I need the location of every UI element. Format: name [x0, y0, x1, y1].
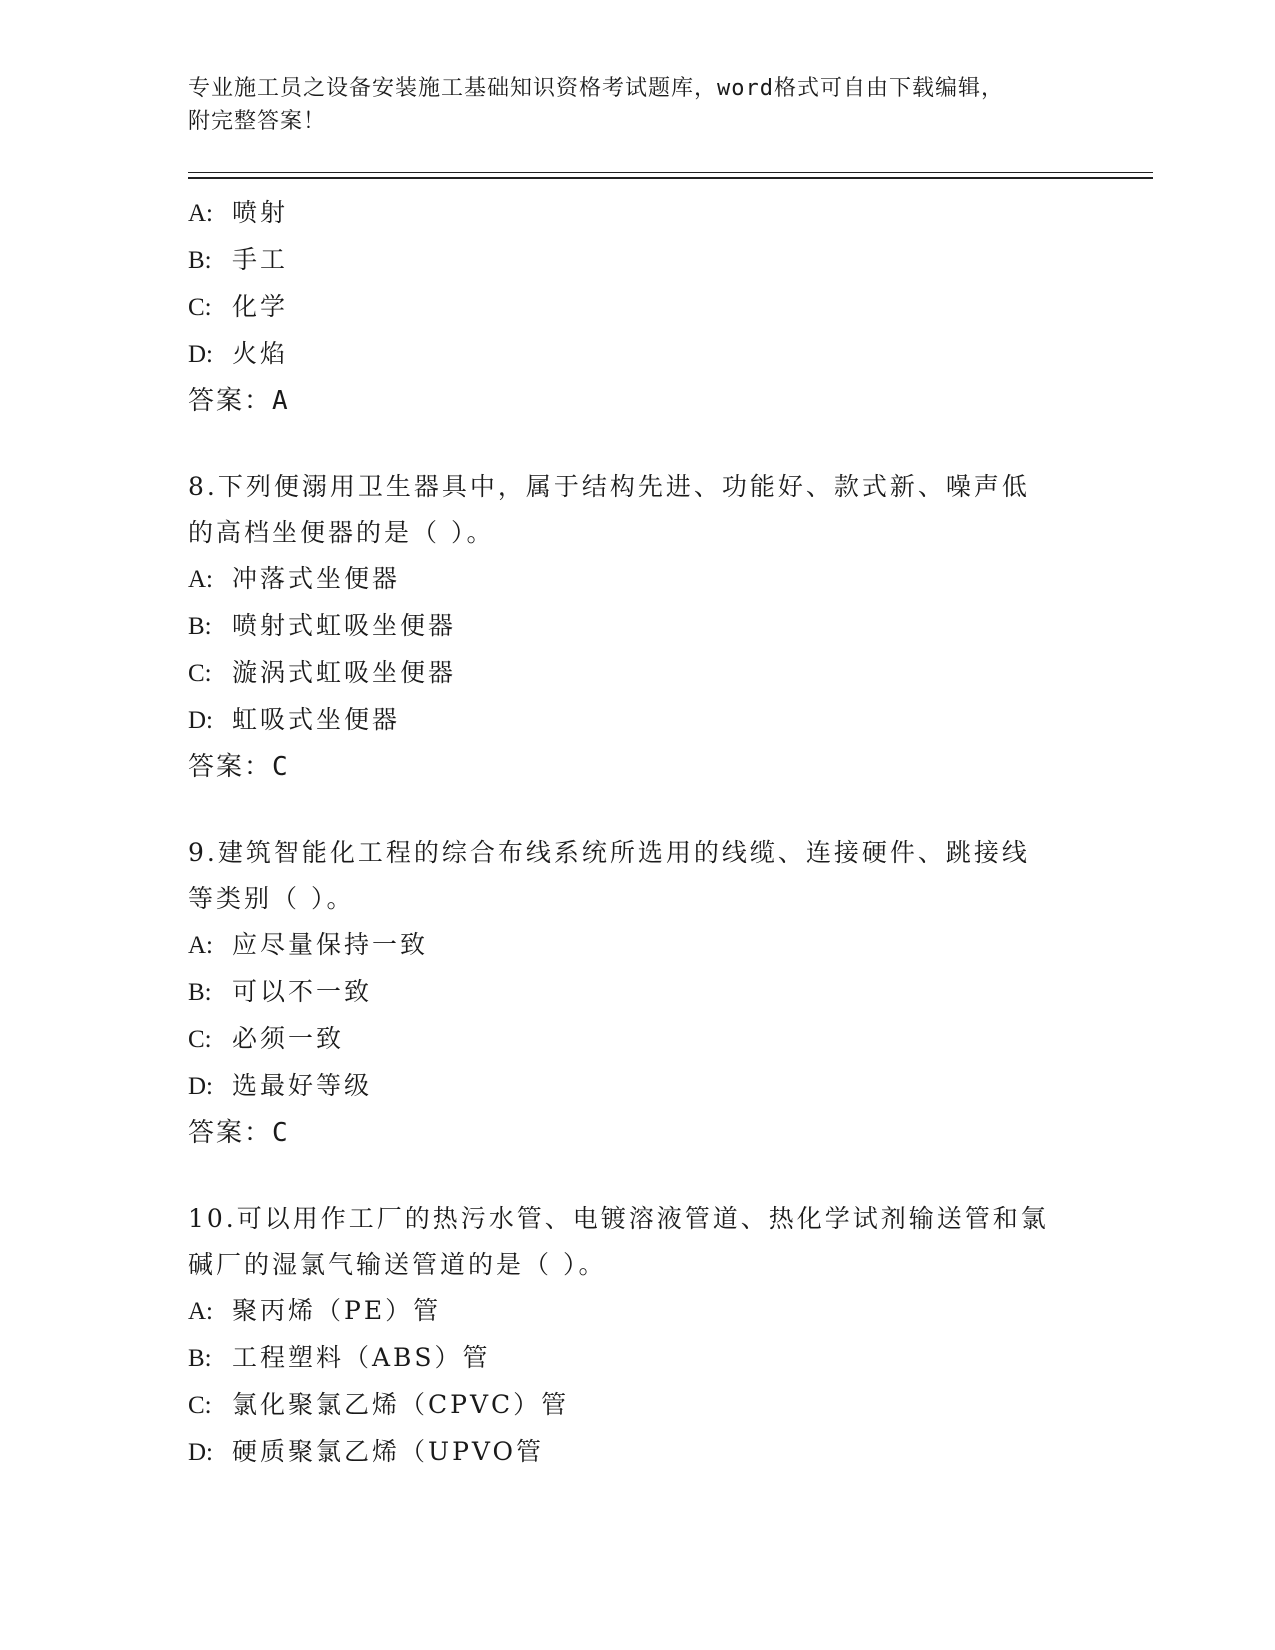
option-b — [188, 603, 1088, 650]
question-line-2: 等类别（ ）。 — [188, 884, 355, 913]
answer-label: 答案： — [188, 386, 273, 416]
option-text: 手工 — [232, 245, 289, 274]
option-text: 工程塑料（ABS）管 — [232, 1343, 491, 1372]
answer-value: A — [272, 386, 288, 416]
option-a — [188, 190, 1088, 237]
question-content — [188, 190, 1088, 1476]
option-c — [188, 650, 1088, 697]
option-text: 漩涡式虹吸坐便器 — [232, 658, 457, 687]
option-b — [188, 969, 1088, 1016]
option-letter: A: — [188, 566, 213, 593]
answer-label: 答案： — [188, 1118, 273, 1148]
question-9-block — [188, 830, 1088, 1156]
option-letter: B: — [188, 1345, 212, 1372]
option-text: 喷射式虹吸坐便器 — [232, 611, 457, 640]
option-text: 选最好等级 — [232, 1071, 373, 1100]
option-letter: B: — [188, 613, 212, 640]
question-8-block — [188, 464, 1088, 790]
question-text — [188, 1196, 1068, 1288]
question-text — [188, 830, 1068, 922]
answer-line — [188, 744, 1088, 790]
option-b — [188, 1335, 1088, 1382]
option-text: 聚丙烯（PE）管 — [232, 1296, 442, 1325]
option-text: 化学 — [232, 292, 289, 321]
option-text: 冲落式坐便器 — [232, 564, 401, 593]
question-line-2: 碱厂的湿氯气输送管道的是（ ）。 — [188, 1250, 607, 1279]
option-d — [188, 1063, 1088, 1110]
option-text: 喷射 — [232, 198, 289, 227]
option-text: 硬质聚氯乙烯（UPVO管 — [232, 1437, 545, 1466]
option-text: 必须一致 — [232, 1024, 345, 1053]
question-7-block — [188, 190, 1088, 424]
header-line-2: 附完整答案！ — [188, 109, 327, 134]
answer-line — [188, 378, 1088, 424]
option-letter: A: — [188, 200, 213, 227]
option-letter: A: — [188, 932, 213, 959]
option-b — [188, 237, 1088, 284]
option-letter: D: — [188, 1073, 213, 1100]
option-text: 应尽量保持一致 — [232, 930, 429, 959]
question-10-block — [188, 1196, 1088, 1476]
question-text — [188, 464, 1068, 556]
option-letter: D: — [188, 1439, 213, 1466]
option-letter: C: — [188, 1026, 212, 1053]
answer-value: C — [272, 752, 288, 782]
header-divider-bottom — [188, 177, 1153, 179]
option-c — [188, 1016, 1088, 1063]
answer-value: C — [272, 1118, 288, 1148]
option-letter: C: — [188, 294, 212, 321]
answer-line — [188, 1110, 1088, 1156]
option-c — [188, 1382, 1088, 1429]
option-a — [188, 922, 1088, 969]
option-letter: C: — [188, 660, 212, 687]
option-letter: A: — [188, 1298, 213, 1325]
option-text: 氯化聚氯乙烯（CPVC）管 — [232, 1390, 570, 1419]
option-a — [188, 556, 1088, 603]
question-line-2: 的高档坐便器的是（ ）。 — [188, 518, 495, 547]
header-divider-top — [188, 172, 1153, 173]
option-a — [188, 1288, 1088, 1335]
option-letter: B: — [188, 247, 212, 274]
option-text: 可以不一致 — [232, 977, 373, 1006]
option-d — [188, 1429, 1088, 1476]
answer-label: 答案： — [188, 752, 273, 782]
option-letter: B: — [188, 979, 212, 1006]
page-header — [188, 72, 1088, 138]
question-line-1: 10.可以用作工厂的热污水管、电镀溶液管道、热化学试剂输送管和氯 — [188, 1204, 1049, 1233]
header-line-1: 专业施工员之设备安装施工基础知识资格考试题库，word格式可自由下载编辑， — [188, 76, 1004, 101]
option-d — [188, 697, 1088, 744]
option-letter: D: — [188, 341, 213, 368]
question-line-1: 8.下列便溺用卫生器具中，属于结构先进、功能好、款式新、噪声低 — [188, 472, 1030, 501]
option-letter: C: — [188, 1392, 212, 1419]
option-text: 虹吸式坐便器 — [232, 705, 401, 734]
option-letter: D: — [188, 707, 213, 734]
question-line-1: 9.建筑智能化工程的综合布线系统所选用的线缆、连接硬件、跳接线 — [188, 838, 1030, 867]
option-c — [188, 284, 1088, 331]
option-text: 火焰 — [232, 339, 289, 368]
option-d — [188, 331, 1088, 378]
